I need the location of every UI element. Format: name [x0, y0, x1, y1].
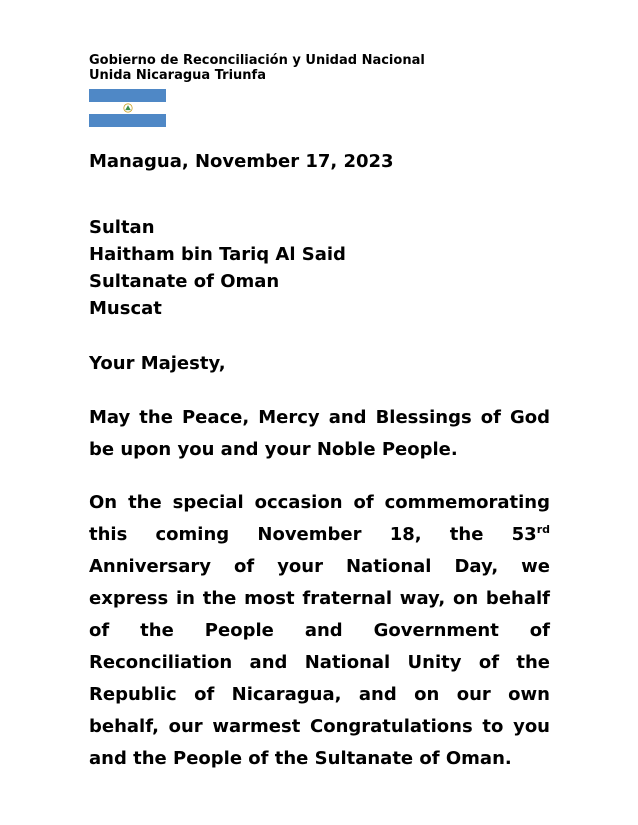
addressee-title: Sultan: [89, 217, 155, 238]
blessing-paragraph: May the Peace, Mercy and Blessings of God be upon you and your Noble People.: [89, 407, 550, 460]
congratulations-paragraph: [89, 487, 550, 775]
flag-band-bottom: [89, 114, 166, 127]
letterhead: [89, 53, 425, 83]
paragraph-text-start: On the special occasion of commemorating this coming November 18, the 53: [89, 492, 550, 545]
paragraph-text-end: Anniversary of your National Day, we express in the most fraternal way, on behalf of the People and Government of Reconciliation and National Unity of the Republic of Nicaragua, and on our own behalf, our warmest Congratulations to you and the People of the Sultanate of Oman.: [89, 556, 550, 769]
ordinal-suffix: rd: [536, 523, 550, 536]
salutation: Your Majesty,: [89, 353, 226, 374]
coat-of-arms-icon: [122, 103, 134, 112]
flag-band-top: [89, 89, 166, 102]
flag-band-middle: [89, 102, 166, 115]
addressee-city: Muscat: [89, 298, 162, 319]
addressee-block: [89, 214, 346, 322]
addressee-country: Sultanate of Oman: [89, 271, 280, 292]
letterhead-government: Gobierno de Reconciliación y Unidad Nacional: [89, 53, 425, 68]
letter-date: Managua, November 17, 2023: [89, 151, 394, 172]
letterhead-motto: Unida Nicaragua Triunfa: [89, 68, 266, 83]
addressee-name: Haitham bin Tariq Al Said: [89, 244, 346, 265]
nicaragua-flag-icon: [89, 89, 166, 127]
